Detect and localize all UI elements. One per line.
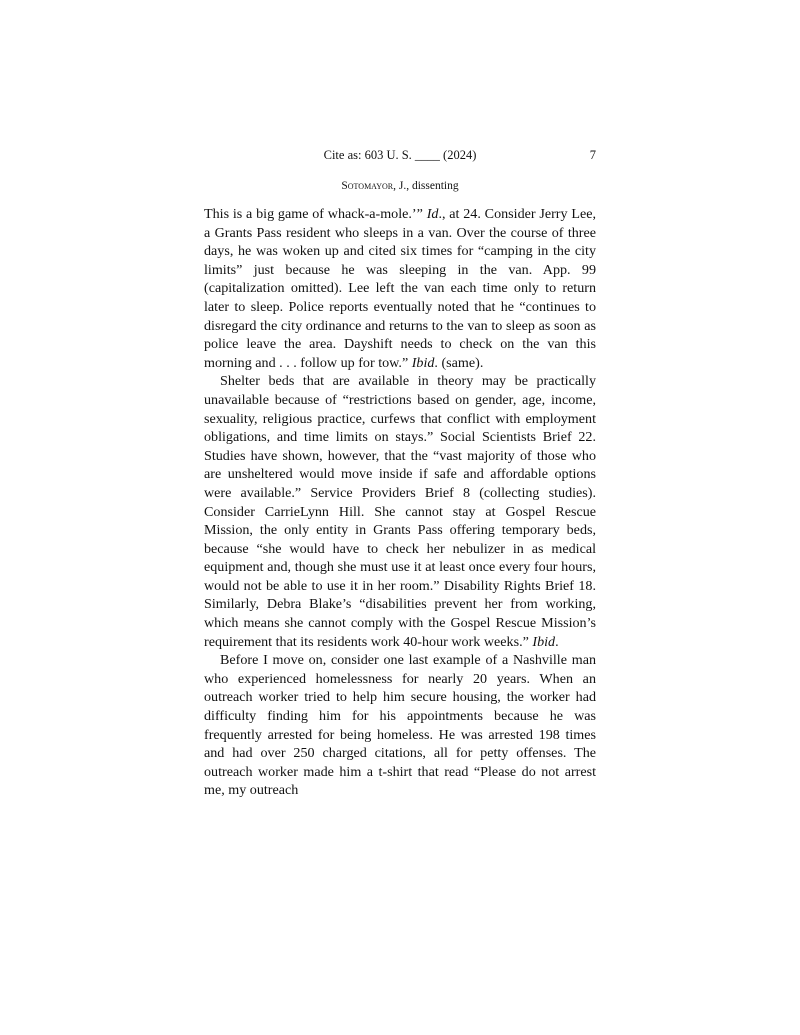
author-name: Sotomayor	[341, 180, 394, 192]
text-run: ., at 24. Consider Jerry Lee, a Grants Pass resident who sleeps in a van. Over the course of three days, he was woken up and cited six times for “camping in the city limits” just because he was sleeping in the van. App. 99 (capitalization omitted). Lee left the van each time only to return later to sleep. Police reports eventually noted that he “continues to disregard the city ordinance and returns to the van to sleep as soon as police leave the area. Dayshift needs to check on the van this morning and . . . follow up for tow.”	[204, 206, 596, 371]
text-run: This is a big game of whack-a-mole.’”	[204, 206, 427, 222]
running-header	[204, 148, 596, 163]
paragraph	[204, 205, 596, 372]
italic-citation: Ibid	[532, 633, 556, 650]
text-run: .	[555, 633, 559, 650]
text-run: . (same).	[434, 354, 484, 371]
author-suffix: , J., dissenting	[393, 180, 459, 192]
opinion-body	[204, 205, 596, 800]
page-number: 7	[589, 148, 596, 162]
paragraph	[204, 651, 596, 800]
text-run: Before I move on, consider one last example of a Nashville man who experienced homelessness for nearly 20 years. When an outreach worker tried to help him secure housing, the worker had difficulty finding him for his appointments because he was frequently arrested for being homeless. He was arrested 198 times and had over 250 charged citations, all for petty offenses. The outreach worker made him a t-shirt that read “Please do not arrest me, my outreach	[204, 652, 596, 799]
italic-citation: Ibid	[411, 354, 435, 371]
opinion-author-line	[204, 180, 596, 192]
citation-line: Cite as: 603 U. S. ____ (2024)	[323, 148, 477, 162]
italic-citation: Id	[426, 206, 439, 222]
text-run: Shelter beds that are available in theory may be practically unavailable because of “restrictions based on gender, age, income, sexuality, religious practice, curfews that conflict with employment obligations, and time limits on stays.” Social Scientists Brief 22. Studies have shown, however, that the “vast majority of those who are unsheltered would move inside if safe and affordable options were available.” Service Providers Brief 8 (collecting studies). Consider CarrieLynn Hill. She cannot stay at Gospel Rescue Mission, the only entity in Grants Pass offering temporary beds, because “she would have to check her nebulizer in as medical equipment and, though she must use it at least once every four hours, would not be able to use it in her room.” Disability Rights Brief 18. Similarly, Debra Blake’s “disabilities prevent her from working, which means she cannot comply with the Gospel Rescue Mission’s requirement that its residents work 40-hour work weeks.”	[204, 373, 596, 650]
paragraph	[204, 372, 596, 651]
